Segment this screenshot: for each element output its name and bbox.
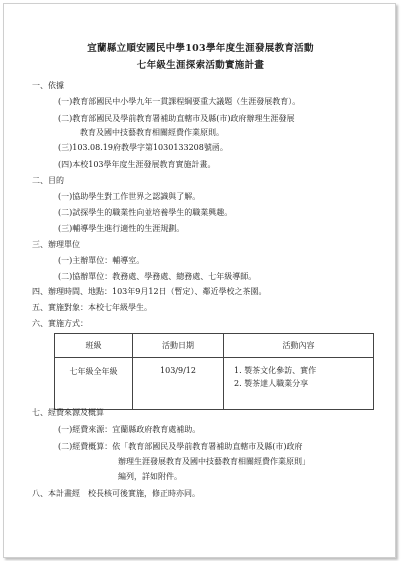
basis-item: (一)教育部國民中小學九年一貫課程綱要重大議題（生涯發展教育）。 <box>58 97 301 106</box>
purpose-item: (三)輔導學生進行適性的生涯規劃。 <box>58 224 185 233</box>
units-item: (一)主辦單位：輔導室。 <box>58 256 145 265</box>
section-funding-heading: 七、經費來源及概算 <box>32 408 104 417</box>
section-units-heading: 三、辦理單位 <box>32 240 80 249</box>
funding-item-continued: 編列，詳如附件。 <box>118 472 182 481</box>
cell-class: 七年級全年級 <box>55 358 133 410</box>
activity-schedule-table <box>54 333 374 410</box>
document-subtitle: 七年級生涯探索活動實施計畫 <box>136 60 265 71</box>
cell-date: 103/9/12 <box>133 358 224 410</box>
content-item: 2. 製茶達人職業分享 <box>234 379 309 388</box>
units-item: (二)協辦單位：教務處、學務處、總務處、七年級導師。 <box>58 272 257 281</box>
column-header-date: 活動日期 <box>133 334 224 358</box>
section-target: 五、實施對象：本校七年級學生。 <box>32 303 152 312</box>
column-header-content: 活動內容 <box>224 334 374 358</box>
section-method-heading: 六、實施方式： <box>32 319 88 328</box>
column-header-class: 班級 <box>55 334 133 358</box>
section-time-place: 四、辦理時間、地點：103年9月12日（暫定）、鄰近學校之茶園。 <box>32 287 267 296</box>
basis-item: (四)本校103學年度生涯發展教育實施計畫。 <box>58 160 216 169</box>
section-closing: 八、本計畫經 校長核可後實施，修正時亦同。 <box>32 489 200 498</box>
content-item: 1. 製茶文化參訪、實作 <box>234 366 317 375</box>
basis-item-continued: 教育及國中技藝教育相關經費作業原則。 <box>80 128 224 137</box>
funding-item: (一)經費來源：宜蘭縣政府教育處補助。 <box>58 425 201 434</box>
table-row <box>55 358 374 410</box>
document-title: 宜蘭縣立順安國民中學103學年度生涯發展教育活動 <box>87 43 314 54</box>
funding-item: (二)經費概算：依「教育部國民及學前教育署補助直轄市及縣(市)政府 <box>58 442 303 451</box>
basis-item: (二)教育部國民及學前教育署補助直轄市及縣(市)政府辦理生涯發展 <box>58 114 295 123</box>
cell-content <box>224 358 374 410</box>
section-basis-heading: 一、依據 <box>32 81 64 90</box>
funding-item-continued: 辦理生涯發展教育及國中技藝教育相關經費作業原則」 <box>118 457 310 466</box>
table-header-row <box>55 334 374 358</box>
section-purpose-heading: 二、目的 <box>32 176 64 185</box>
purpose-item: (二)試探學生的職業性向並培養學生的職業興趣。 <box>58 208 233 217</box>
purpose-item: (一)協助學生對工作世界之認識與了解。 <box>58 192 201 201</box>
basis-item: (三)103.08.19府教學字第1030133208號函。 <box>58 143 228 152</box>
